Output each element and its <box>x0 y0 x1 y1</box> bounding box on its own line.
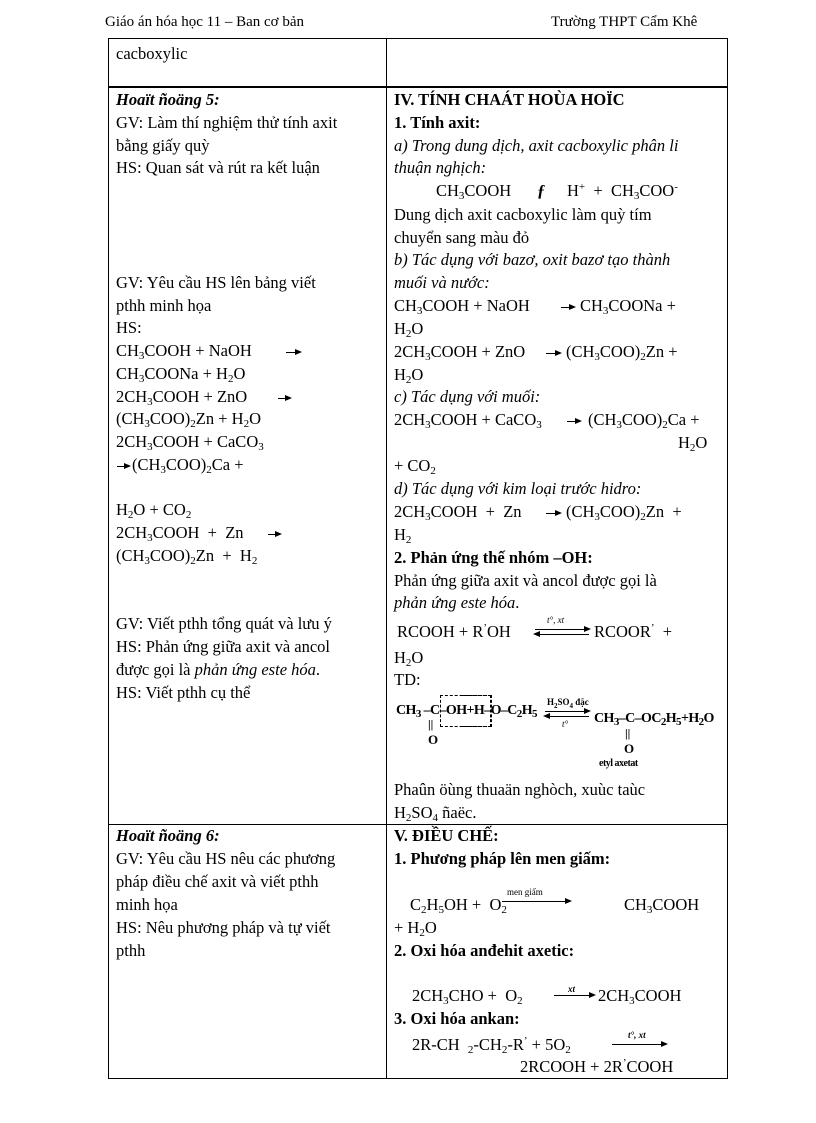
equation-line: $H_2O$ <box>394 319 424 340</box>
gv-line: GV: Viết pthh tổng quát và lưu ý <box>116 614 332 633</box>
text-line: b) Tác dụng với bazơ, oxit bazơ tạo thành <box>394 250 671 269</box>
hs-line: HS: Viết pthh cụ thể <box>116 683 251 702</box>
arrow-icon <box>554 995 594 996</box>
text-line: phản ứng este hóa. <box>394 593 520 612</box>
equation-line: $2CH_3COOH$ + ZnO <box>116 387 248 408</box>
gv-line: pháp điều chế axit và viết pthh <box>116 872 319 891</box>
equation-line: $H_2$ <box>394 525 412 546</box>
condition-label: xt <box>568 984 576 994</box>
text-line: muối và nước: <box>394 273 490 292</box>
equation-line: 2RCOOH + 2R’COOH <box>520 1057 674 1076</box>
equation-line: $2CH_3COOH$ + CaCO$_3$ <box>116 432 264 453</box>
equation-line: $(CH_3COO)_2Zn + H_2$ <box>116 546 258 567</box>
equilibrium-icon: ƒ <box>537 181 546 200</box>
equation-line: $CH_3COONa + H_2O$ <box>116 364 246 385</box>
forward-arrow-icon <box>545 711 589 712</box>
arrow-icon <box>561 307 574 308</box>
equation-line: $2CH_3COOH$ + CaCO$_3$ <box>394 410 542 431</box>
gv-line: bằng giấy quỳ <box>116 136 210 155</box>
equation-line: $CH_3COOH$ + NaOH <box>394 296 530 317</box>
activity6-title: Hoaït ñoäng 6: <box>116 826 220 845</box>
arrow-icon <box>546 353 560 354</box>
hs-line: HS: Phản ứng giữa axit và ancol <box>116 637 331 656</box>
subsection-title: 1. Phương pháp lên men giấm: <box>394 849 611 868</box>
equation-line: $CH_3COOH$ <box>436 181 512 202</box>
equation-line: $H_2O$ <box>394 365 424 386</box>
text-line: TD: <box>394 670 421 689</box>
hs-line: được gọi là phản ứng este hóa. <box>116 660 321 679</box>
top-row-text: cacboxylic <box>116 44 188 63</box>
subsection-title: 1. Tính axit: <box>394 113 481 132</box>
arrow-icon <box>502 901 570 902</box>
text-line: chuyển sang màu đỏ <box>394 228 530 247</box>
equation-line: $H_2O$ <box>394 648 424 669</box>
equation-line: $(CH_3COO)_2Ca$ + <box>588 410 700 431</box>
equation-line: $CH_3COOH$ <box>624 895 700 916</box>
text-line: Dung dịch axit cacboxylic làm quỳ tím <box>394 205 652 224</box>
equation-line: + $CO_2$ <box>394 456 436 477</box>
equation-line: $(CH_3COO)_2Ca$ + <box>132 455 244 476</box>
equation-line: $CH_3COONa$ + <box>580 296 676 317</box>
product-label: etyl axetat <box>599 758 638 769</box>
equation-line: $CH_3COOH$ + NaOH <box>116 341 265 362</box>
section-title: V. ĐIỀU CHẾ: <box>394 826 499 845</box>
condition-label: $H_2SO_4$ đặc <box>547 697 589 710</box>
arrow-icon <box>612 1044 666 1045</box>
condition-label: t° <box>562 719 569 729</box>
arrow-icon <box>567 421 580 422</box>
text-line: a) Trong dung dịch, axit cacboxylic phân li <box>394 136 679 155</box>
section-title: IV. TÍNH CHAÁT HOÙA HOÏC <box>394 90 625 109</box>
equation-line: $2CH_3COOH$ + ZnO <box>394 342 526 363</box>
condition-label: t°, xt <box>628 1030 646 1040</box>
text-line: thuận nghịch: <box>394 158 487 177</box>
equation-line: $(CH_3COO)_2Zn + H_2O$ <box>116 409 261 430</box>
arrow-icon <box>117 466 129 467</box>
reverse-arrow-icon <box>535 634 589 635</box>
activity5-title: Hoaït ñoäng 5: <box>116 90 220 109</box>
equation-line: 2R-CH $_2-CH_2-R^’ + 5O_2$ <box>412 1035 571 1056</box>
equation-line: $C_2H_5OH + O_2$ <box>410 895 507 916</box>
hs-line: HS: Quan sát và rút ra kết luận <box>116 158 320 177</box>
arrow-icon <box>278 398 290 399</box>
equation-line: $2CH_3COOH + Zn$ <box>116 523 244 544</box>
subsection-title: 3. Oxi hóa ankan: <box>394 1009 520 1028</box>
equation-line: $(CH_3COO)_2Zn$ + <box>566 342 678 363</box>
dashed-box-icon <box>462 695 491 727</box>
forward-arrow-icon <box>535 629 589 630</box>
text-line: c) Tác dụng với muối: <box>394 387 541 406</box>
header-right: Trường THPT Cẩm Khê <box>551 14 698 30</box>
condition-label: men giấm <box>507 887 543 897</box>
text-line: Phản ứng giữa axit và ancol được gọi là <box>394 571 657 590</box>
arrow-icon <box>546 513 560 514</box>
gv-line: pthh minh họa <box>116 296 212 315</box>
equation-line: $H_2O + CO_2$ <box>116 500 192 521</box>
condition-label: t°, xt <box>547 615 565 625</box>
gv-line: GV: Yêu cầu HS lên bảng viết <box>116 273 316 292</box>
subsection-title: 2. Phản ứng thế nhóm –OH: <box>394 548 593 567</box>
page: Giáo án hóa học 11 – Ban cơ bản Trường THPT Cẩm Khê cacboxylic Hoaït ñoäng 5: GV: Làm thí nghiệm thử tính axit bằng giấy quỳ HS: Quan sát và rút ra kết luận GV: Yêu cầu HS lên bảng viết pthh minh họa HS: $CH_3COOH$ + NaOH $CH_3COONa + H_2O$ $2CH_3COOH$ + ZnO $(CH_3COO)_2Zn + H_2O$ $2CH_3COOH$ + CaCO$_3$ $(CH_3COO)_2Ca$ + $H_2O + CO_2$ $2CH_3COOH + Zn$ $(CH_3COO)_2Zn + H_2$ GV: Viết pthh tổng quát và lưu ý HS: Phản ứng giữa axit và ancol được gọi là phản ứng este hóa. HS: Viết pthh cụ thể IV. TÍNH CHAÁT HOÙA HOÏC 1. Tính axit: a) Trong dung dịch, axit cacboxylic phân li thuận nghịch: $CH_3COOH$ ƒ $H^+ + CH_3COO^-$ Dung dịch axit cacboxylic làm quỳ tím chuyển sang màu đỏ b) Tác dụng với bazơ, oxit bazơ tạo thành muối và nước: $CH_3COOH$ + NaOH $CH_3COONa$ + $H_2O$ $2CH_3COOH$ + ZnO $(CH_3COO)_2Zn$ + $H_2O$ c) Tác dụng với muối: $2CH_3COOH$ + CaCO$_3$ $(CH_3COO)_2Ca$ + $H_2O$ + $CO_2$ d) Tác dụng với kim loại trước hidro: $2CH_3COOH + Zn$ $(CH_3COO)_2Zn$ + $H_2$ 2. Phản ứng thế nhóm –OH: Phản ứng giữa axit và ancol được gọi là phản ứng este hóa. RCOOH + R’OH t°, xt RCOOR’ + $H_2O$ TD: $CH_3$ $-C-OH+H-O-C_2H_5$ || O $H_2SO_4$ đặc t° $CH_3-C-OC_2H_5+H_2O$ || O etyl axetat Phaûn öùng thuaän nghòch, xuùc taùc $H_2SO_4$ ñaëc. Hoaït ñoäng 6: GV: Yêu cầu HS nêu các phương pháp điều chế axit và viết pthh minh họa HS: Nêu phương pháp và tự viết pthh V. ĐIỀU CHẾ: 1. Phương pháp lên men giấm: $C_2H_5OH + O_2$ men giấm $CH_3COOH$ + $H_2O$ 2. Oxi hóa anđehit axetic: $2CH_3CHO + O_2$ xt $2CH_3COOH$ 3. Oxi hóa ankan: 2R-CH $_2-CH_2-R^’ + 5O_2$ t°, xt 2RCOOH + 2R’COOH <box>0 0 816 1123</box>
equation-line: $2CH_3COOH + Zn$ <box>394 502 522 523</box>
header-left: Giáo án hóa học 11 – Ban cơ bản <box>105 14 304 30</box>
arrow-icon <box>268 534 280 535</box>
equation-line: $(CH_3COO)_2Zn$ + <box>566 502 682 523</box>
reverse-arrow-icon <box>545 716 589 717</box>
hs-line: HS: <box>116 318 142 337</box>
text-line: Phaûn öùng thuaän nghòch, xuùc taùc <box>394 780 646 799</box>
hs-line: HS: Nêu phương pháp và tự viết <box>116 918 331 937</box>
equation-line: RCOOR’ + <box>594 622 673 641</box>
text-line: $H_2SO_4$ ñaëc. <box>394 803 477 824</box>
equation-line: + $H_2O$ <box>394 918 437 939</box>
arrow-icon <box>286 352 300 353</box>
gv-line: GV: Làm thí nghiệm thử tính axit <box>116 113 338 132</box>
gv-line: GV: Yêu cầu HS nêu các phương <box>116 849 336 868</box>
subsection-title: 2. Oxi hóa anđehit axetic: <box>394 941 575 960</box>
equation-line: $H^+ + CH_3COO^-$ <box>567 181 678 202</box>
text-line: d) Tác dụng với kim loại trước hidro: <box>394 479 642 498</box>
gv-line: minh họa <box>116 895 178 914</box>
equation-line: RCOOH + R’OH <box>397 622 511 641</box>
hs-line: pthh <box>116 941 146 960</box>
equation-line: $H_2O$ <box>678 433 708 454</box>
equation-line: $2CH_3CHO + O_2$ <box>412 986 523 1007</box>
equation-line: $2CH_3COOH$ <box>598 986 682 1007</box>
